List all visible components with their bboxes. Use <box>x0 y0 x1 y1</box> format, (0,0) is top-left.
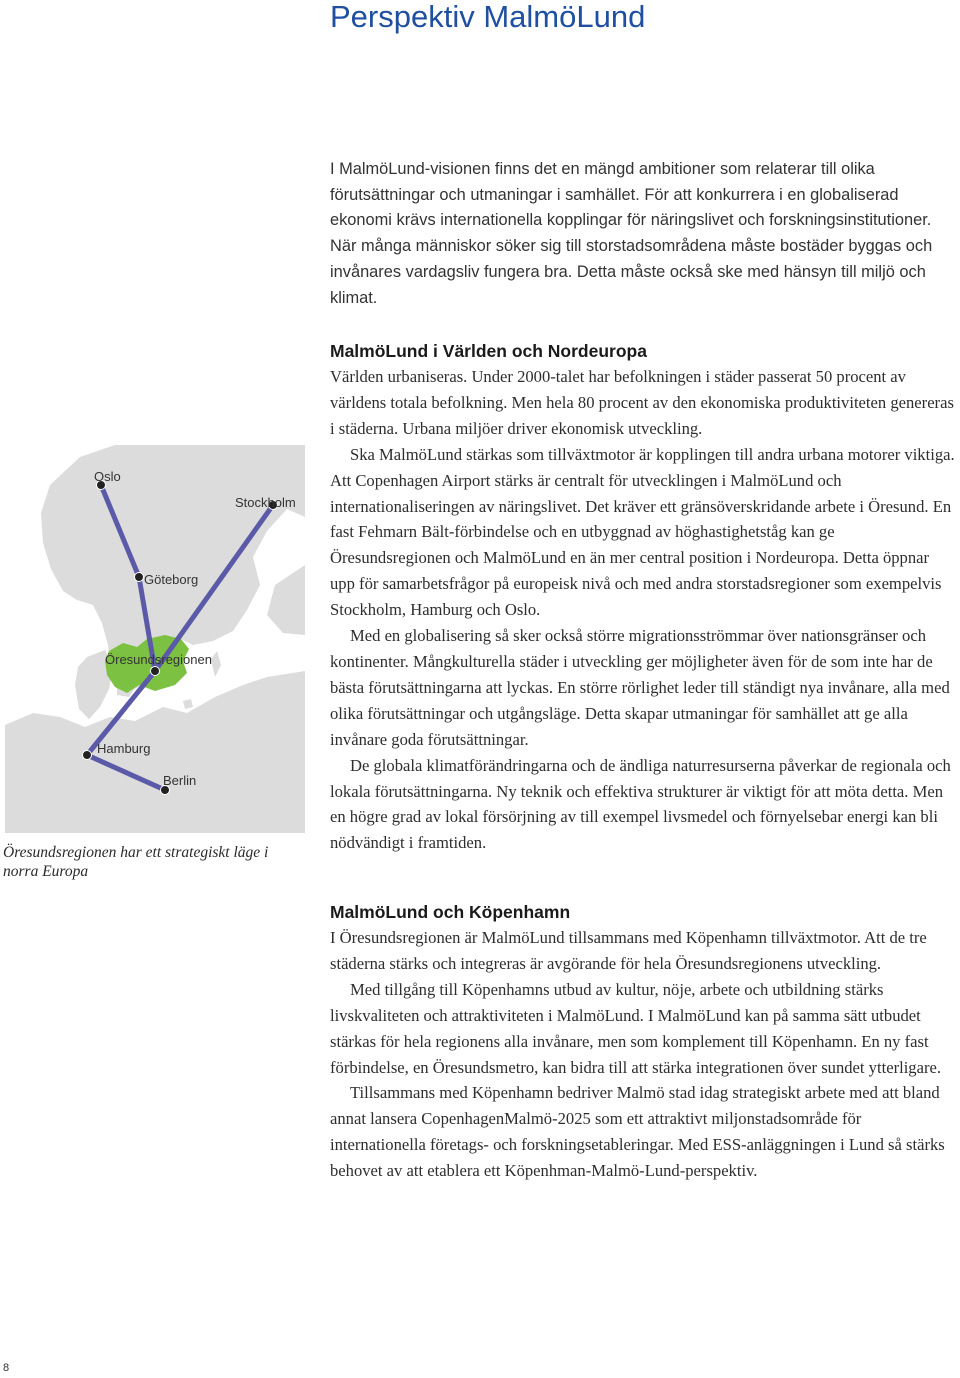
section-copenhagen <box>330 899 955 1184</box>
intro-paragraph: I MalmöLund-visionen finns det en mängd ambitioner som relaterar till olika förutsättningar och utmaningar i samhället. För att konkurrera i en globaliserad ekonomi krävs internationella kopplingar för näringslivet och forskningsinstitutioner. När många människor söker sig till storstadsområdena måste bostäder byggas och invånares vardagsliv fungera bra. Detta måste också ske med hänsyn till miljö och klimat. <box>330 160 933 307</box>
city-label-oslo: Oslo <box>94 469 121 484</box>
city-label-berlin: Berlin <box>163 773 197 788</box>
page-title: Perspektiv MalmöLund <box>330 0 646 34</box>
world-paragraph-2: Ska MalmöLund stärkas som tillväxtmotor är kopplingen till andra urbana motorer viktiga. Att Copenhagen Airport stärks är centralt för utvecklingen i MalmöLund och internationaliseringen av näringslivet. Det kräver ett gränsöverskridande arbete i Öresund. En fast Fehmarn Bält-förbindelse och en utbyggnad av höghastighetståg kan ge Öresundsregionen och MalmöLund en än mer central position i Nordeuropa. Detta öppnar upp för samarbetsfrågor på europeisk nivå och med andra storstadsregioner som exempelvis Stockholm, Hamburg och Oslo. <box>330 444 955 620</box>
world-paragraph-4: De globala klimatförändringarna och de ändliga naturresurserna påverkar de regionala och lokala förutsättningarna. Ny teknik och effektiva strukturer är viktigt för att möta detta. Men en högre grad av lokal försörjning av till exempel livsmedel och förnyelsebar energi kan bli nödvändigt i framtiden. <box>330 755 951 853</box>
city-dot-hamburg <box>83 751 92 760</box>
city-label-hamburg: Hamburg <box>97 741 151 756</box>
page-number: 8 <box>3 1362 10 1374</box>
section-world <box>330 338 955 856</box>
city-label-stockholm: Stockholm <box>235 495 296 510</box>
world-paragraph-1: Världen urbaniseras. Under 2000-talet har befolkningen i städer passerat 50 procent av världens totala befolkning. Men hela 80 procent av den ekonomiska produktiviteten genereras i städerna. Urbana miljöer driver ekonomisk utveckling. <box>330 367 954 438</box>
intro-section <box>330 157 955 311</box>
copenhagen-paragraph-3: Tillsammans med Köpenhamn bedriver Malmö stad idag strategiskt arbete med att bland annat lansera CopenhagenMalmö-2025 som ett attraktivt miljonstadsområde för internationella företags- och forskningsetableringar. Med ESS-anläggningen i Lund så stärks behovet av att etablera ett Köpenhman-Malmö-Lund-perspektiv. <box>330 1083 945 1181</box>
section-heading-world: MalmöLund i Världen och Nordeuropa <box>330 341 647 361</box>
city-dot-oresund <box>151 667 160 676</box>
city-label-goteborg: Göteborg <box>144 572 199 587</box>
map-caption: Öresundsregionen har ett strategiskt läge i norra Europa <box>3 844 269 880</box>
copenhagen-paragraph-2: Med tillgång till Köpenhamns utbud av kultur, nöje, arbete och utbildning stärks livskvaliteten och attraktiviteten i MalmöLund. I MalmöLund kan på samma sätt utbudet stärkas för hela regionens alla invånare, men som komplement till Köpenhamn. En ny fast förbindelse, en Öresundsmetro, kan bidra till att stärka integrationen över sundet ytterligare. <box>330 979 942 1077</box>
map-graphic <box>5 445 305 833</box>
city-dot-goteborg <box>135 573 144 582</box>
section-heading-copenhagen: MalmöLund och Köpenhamn <box>330 902 571 922</box>
region-map <box>5 445 305 833</box>
city-label-oresund: Öresundsregionen <box>105 652 212 667</box>
copenhagen-paragraph-1: I Öresundsregionen är MalmöLund tillsammans med Köpenhamn tillväxtmotor. Att de tre städerna stärks och integreras är avgörande för hela Öresundsregionens utveckling. <box>330 928 927 973</box>
world-paragraph-3: Med en globalisering så sker också större migrationsströmmar över nationsgränser och kontinenter. Mångkulturella städer i utveckling ger möjligheter även för de som inte har de bästa förutsättningarna att lyckas. En större rörlighet leder till ständigt nya invånare, alla med olika förutsättningar och utgångsläge. Detta skapar utmaningar för samhället att ge alla invånare goda förutsättningar. <box>330 626 950 749</box>
